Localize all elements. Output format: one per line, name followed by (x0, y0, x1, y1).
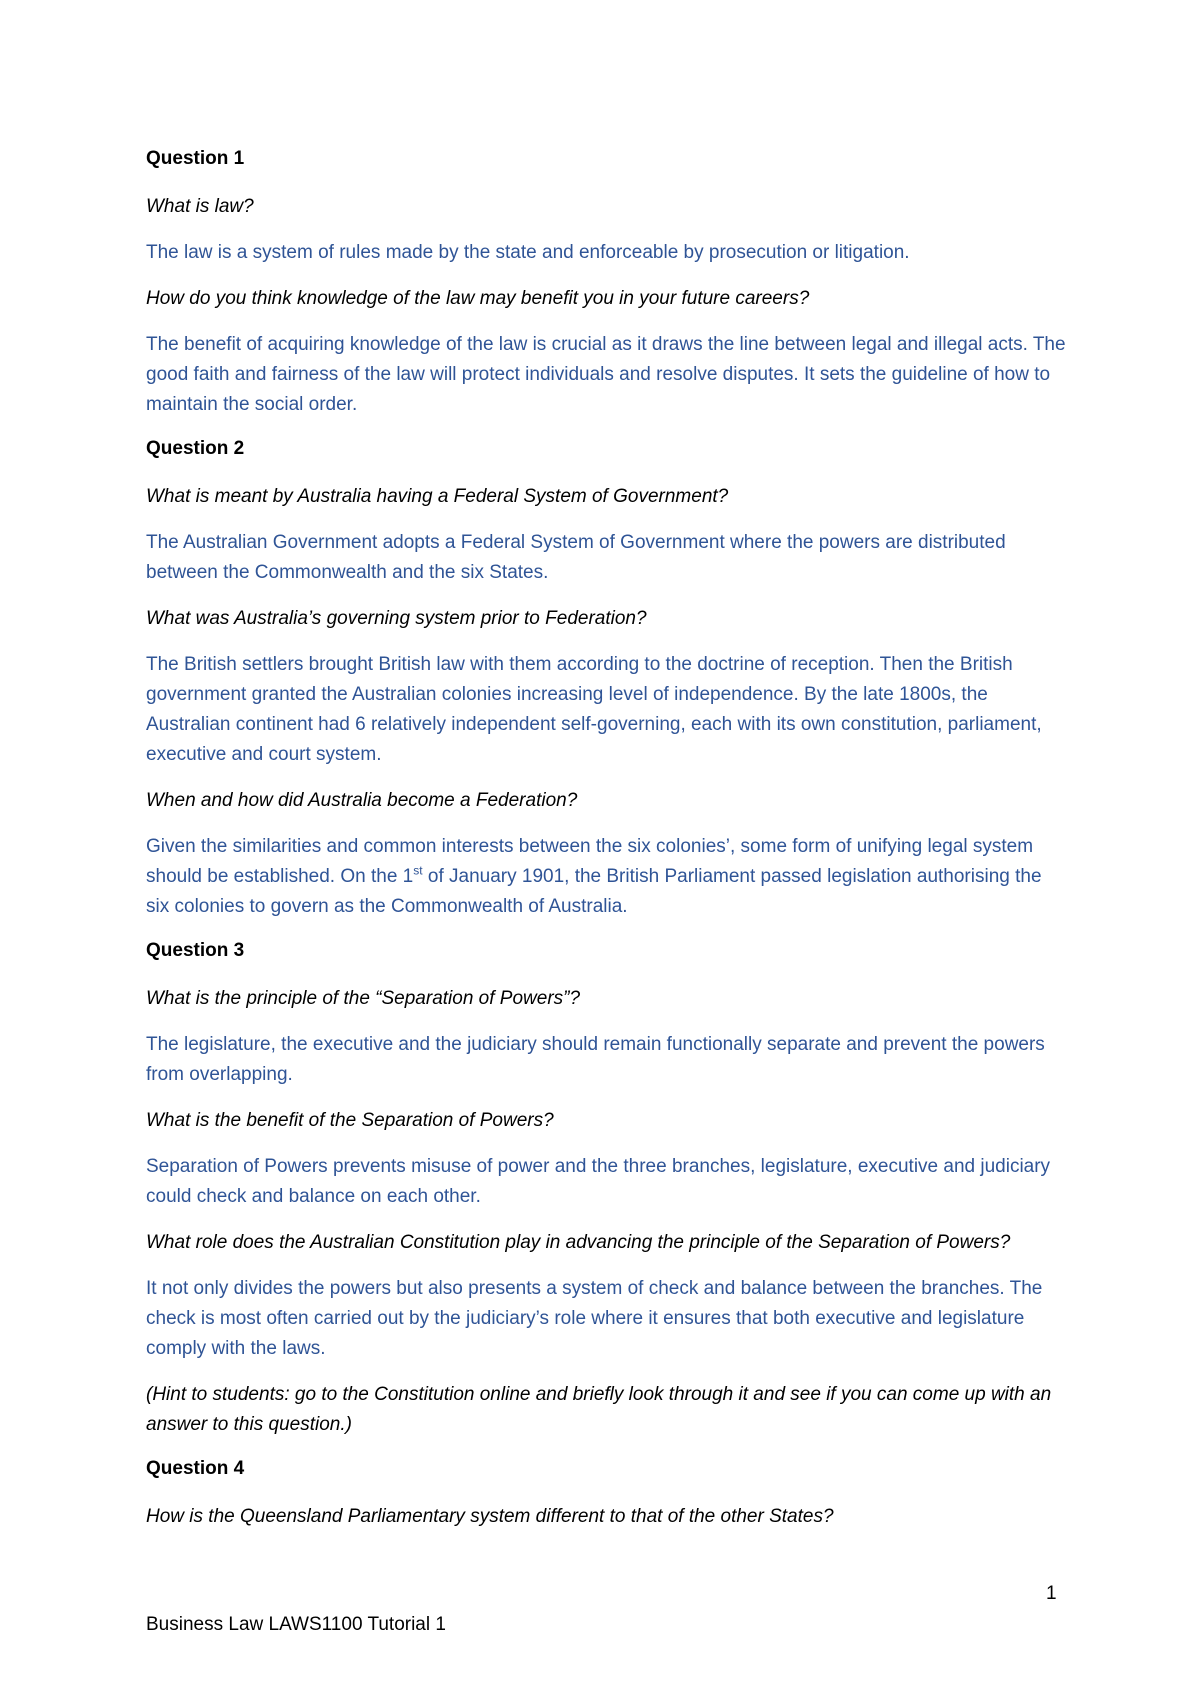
question-2c-answer-post: of January 1901, the British Parliament passed legislation authorising the six colonies to govern as the Commonwealth of Australia. (146, 866, 1042, 917)
question-3-hint: (Hint to students: go to the Constitution online and briefly look through it and see if you can come up with an answer to this question.) (146, 1384, 1052, 1435)
question-2c-answer-pre: Given the similarities and common interests between the six colonies’, some form of unifying legal system should be established. On the 1 (146, 836, 1034, 887)
page-content (146, 146, 1066, 1548)
question-3a-prompt: What is the principle of the “Separation of Powers”? (146, 988, 581, 1009)
question-4a-prompt: How is the Queensland Parliamentary system different to that of the other States? (146, 1506, 834, 1527)
question-3b-answer: Separation of Powers prevents misuse of power and the three branches, legislature, executive and judiciary could check and balance on each other. (146, 1156, 1051, 1207)
question-2a-answer: The Australian Government adopts a Federal System of Government where the powers are distributed between the Commonwealth and the six States. (146, 532, 1006, 583)
question-4-heading: Question 4 (146, 1458, 245, 1479)
question-3c-answer: It not only divides the powers but also presents a system of check and balance between the branches. The check is most often carried out by the judiciary’s role where it ensures that both executive and legislature comply with the laws. (146, 1278, 1043, 1359)
page-footer: Business Law LAWS1100 Tutorial 1 (146, 1614, 446, 1635)
question-3a-answer: The legislature, the executive and the judiciary should remain functionally separate and prevent the powers from overlapping. (146, 1034, 1045, 1085)
question-1a-prompt: What is law? (146, 196, 254, 217)
question-2b-prompt: What was Australia’s governing system prior to Federation? (146, 608, 647, 629)
page-number: 1 (1046, 1583, 1057, 1604)
question-2b-answer: The British settlers brought British law with them according to the doctrine of reception. Then the British government granted the Australian colonies increasing level of independence. By the late 1800s, the Australian continent had 6 relatively independent self-governing, each with its own constitution, parliament, executive and court system. (146, 654, 1042, 765)
question-2a-prompt: What is meant by Australia having a Federal System of Government? (146, 486, 729, 507)
question-3-heading: Question 3 (146, 940, 245, 961)
question-1b-answer: The benefit of acquiring knowledge of the law is crucial as it draws the line between legal and illegal acts. The good faith and fairness of the law will protect individuals and resolve disputes. It sets the guideline of how to maintain the social order. (146, 334, 1066, 415)
question-3c-prompt: What role does the Australian Constitution play in advancing the principle of the Separation of Powers? (146, 1232, 1011, 1253)
question-1-heading: Question 1 (146, 148, 245, 169)
question-2c-prompt: When and how did Australia become a Federation? (146, 790, 578, 811)
question-1a-answer: The law is a system of rules made by the state and enforceable by prosecution or litigation. (146, 242, 910, 263)
question-3b-prompt: What is the benefit of the Separation of Powers? (146, 1110, 554, 1131)
ordinal-superscript: st (413, 863, 423, 878)
question-2-heading: Question 2 (146, 438, 245, 459)
question-1b-prompt: How do you think knowledge of the law may benefit you in your future careers? (146, 288, 810, 309)
question-2c-answer (146, 832, 1066, 922)
